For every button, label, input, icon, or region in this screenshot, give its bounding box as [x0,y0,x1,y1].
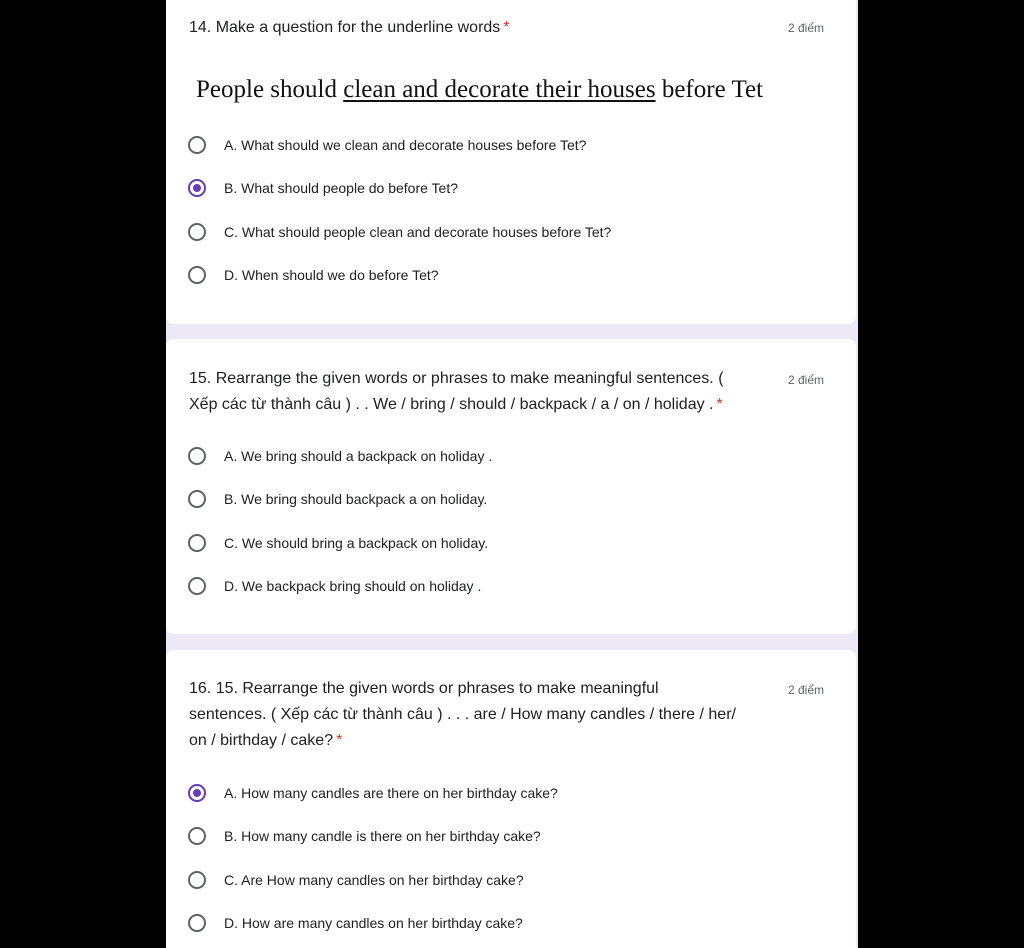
points-label: 2 điểm [788,373,825,387]
question-title: 15. Rearrange the given words or phrases to make meaningful sentences. ( Xếp các từ thành câu ) . . We / bring / should / backpack / a / on / holiday . * [189,370,724,413]
radio-button[interactable] [188,914,206,932]
radio-button[interactable] [188,223,206,241]
option-d[interactable] [188,911,523,935]
option-a[interactable] [188,444,492,468]
radio-button[interactable] [188,534,206,552]
radio-button-checked[interactable] [188,784,206,802]
form-area [166,0,858,948]
option-label: D. We backpack bring should on holiday . [224,578,482,594]
required-mark: * [336,732,343,749]
radio-button[interactable] [188,577,206,595]
points-label: 2 điểm [788,21,825,35]
radio-button[interactable] [188,871,206,889]
option-a[interactable] [188,781,558,805]
option-d[interactable] [188,263,439,287]
question-title: 16. 15. Rearrange the given words or phrases to make meaningful sentences. ( Xếp các từ thành câu ) . . . are / How many candles / there / her/ on / birthday / cake? * [189,680,736,749]
question-card-14 [166,0,856,324]
option-b[interactable] [188,487,487,511]
option-d[interactable] [188,574,481,598]
points-label: 2 điểm [788,683,825,697]
radio-button[interactable] [188,827,206,845]
option-label: B. What should people do before Tet? [224,180,459,196]
option-label: B. How many candle is there on her birthday cake? [224,828,541,844]
option-c[interactable] [188,868,524,892]
option-b[interactable] [188,176,458,200]
option-label: D. When should we do before Tet? [224,267,439,283]
option-label: A. What should we clean and decorate houses before Tet? [224,137,587,153]
option-label: A. We bring should a backpack on holiday . [224,448,493,464]
underlined-words: clean and decorate their houses [343,76,656,103]
required-mark: * [503,19,510,36]
question-card-16 [166,650,856,948]
question-prompt: People should clean and decorate their houses before Tet [196,76,764,103]
option-label: C. What should people clean and decorate houses before Tet? [224,224,612,240]
option-a[interactable] [188,133,586,157]
required-mark: * [716,396,723,413]
option-b[interactable] [188,824,541,848]
radio-button-checked[interactable] [188,179,206,197]
option-label: C. We should bring a backpack on holiday. [224,535,489,551]
option-c[interactable] [188,531,488,555]
radio-button[interactable] [188,447,206,465]
radio-button[interactable] [188,136,206,154]
option-label: B. We bring should backpack a on holiday. [224,491,488,507]
option-label: A. How many candles are there on her birthday cake? [224,785,558,801]
question-title: 14. Make a question for the underline words * [189,19,510,36]
radio-button[interactable] [188,490,206,508]
option-label: C. Are How many candles on her birthday cake? [224,872,524,888]
radio-button[interactable] [188,266,206,284]
option-c[interactable] [188,220,611,244]
option-label: D. How are many candles on her birthday cake? [224,915,523,931]
question-card-15 [166,339,856,634]
